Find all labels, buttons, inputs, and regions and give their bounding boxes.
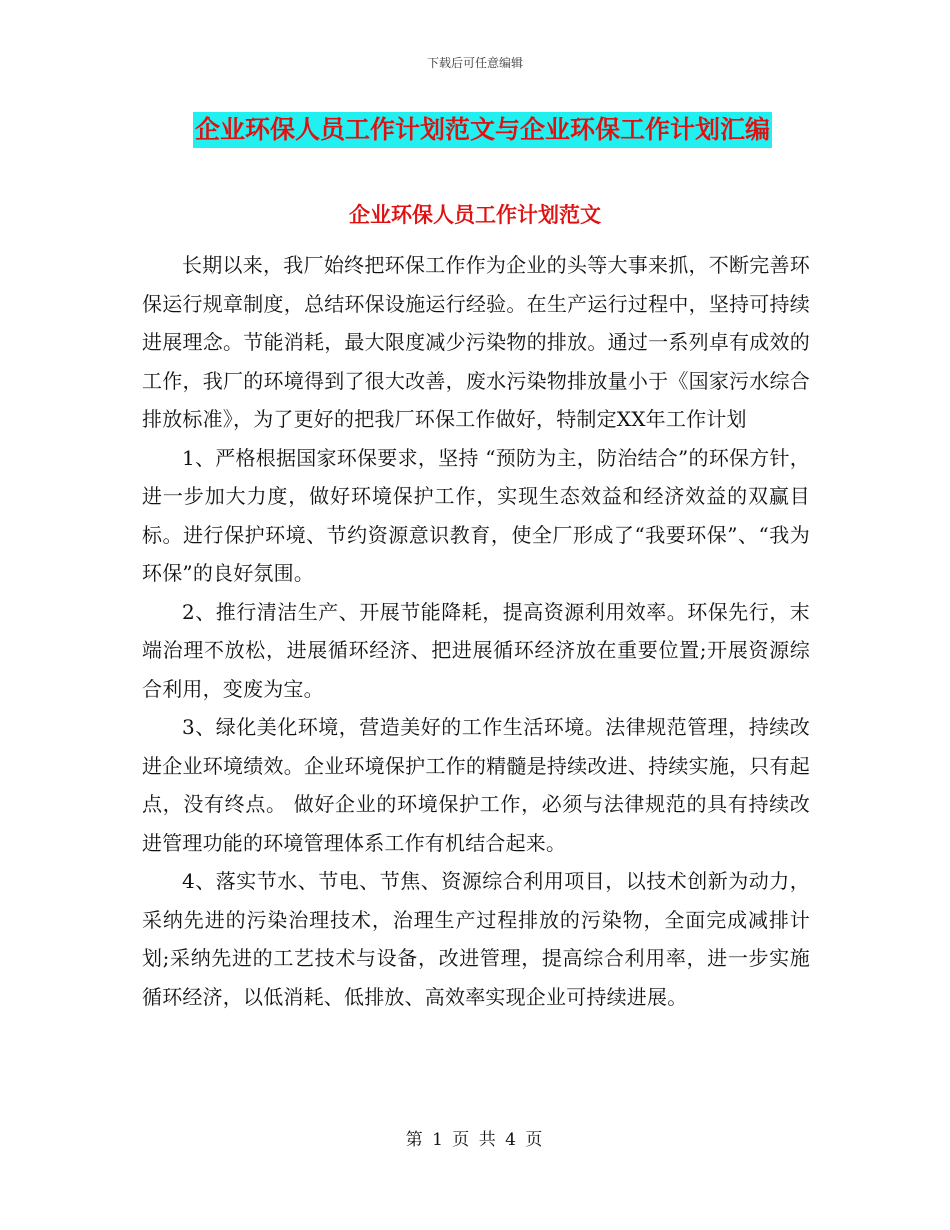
main-title: 企业环保人员工作计划范文与企业环保工作计划汇编 — [193, 112, 772, 148]
body-text — [142, 246, 810, 1016]
section-title: 企业环保人员工作计划范文 — [349, 203, 601, 227]
paragraph-item-1: 1、严格根据国家环保要求，坚持 “预防为主，防治结合”的环保方针，进一步加大力度，做好环境保护工作，实现生态效益和经济效益的双赢目标。进行保护环境、节约资源意识教育，使全厂形成了“我要环保”、“我为环保”的良好氛围。 — [142, 445, 810, 585]
paragraph-item-2: 2、推行清洁生产、开展节能降耗，提高资源利用效率。环保先行，末端治理不放松，进展循环经济、把进展循环经济放在重要位置;开展资源综合利用，变废为宝。 — [142, 599, 810, 701]
paragraph-item-3: 3、绿化美化环境，营造美好的工作生活环境。法律规范管理，持续改进企业环境绩效。企业环境保护工作的精髓是持续改进、持续实施，只有起点，没有终点。 做好企业的环境保护工作，必须与法律规范的具有持续改进管理功能的环境管理体系工作有机结合起来。 — [142, 715, 810, 855]
paragraph-item-4: 4、落实节水、节电、节焦、资源综合利用项目，以技术创新为动力，采纳先进的污染治理技术，治理生产过程排放的污染物，全面完成减排计划;采纳先进的工艺技术与设备，改进管理，提高综合利用率，进一步实施循环经济，以低消耗、低排放、高效率实现企业可持续进展。 — [142, 869, 810, 1009]
main-title-container — [193, 112, 772, 148]
page-footer: 第 1 页 共 4 页 — [405, 1130, 545, 1150]
header-note: 下载后可任意编辑 — [426, 56, 523, 70]
paragraph-intro: 长期以来，我厂始终把环保工作作为企业的头等大事来抓，不断完善环保运行规章制度，总结环保设施运行经验。在生产运行过程中，坚持可持续进展理念。节能消耗，最大限度减少污染物的排放。通过一系列卓有成效的工作，我厂的环境得到了很大改善，废水污染物排放量小于《国家污水综合排放标准》，为了更好的把我厂环保工作做好，特制定XX年工作计划 — [142, 253, 810, 431]
